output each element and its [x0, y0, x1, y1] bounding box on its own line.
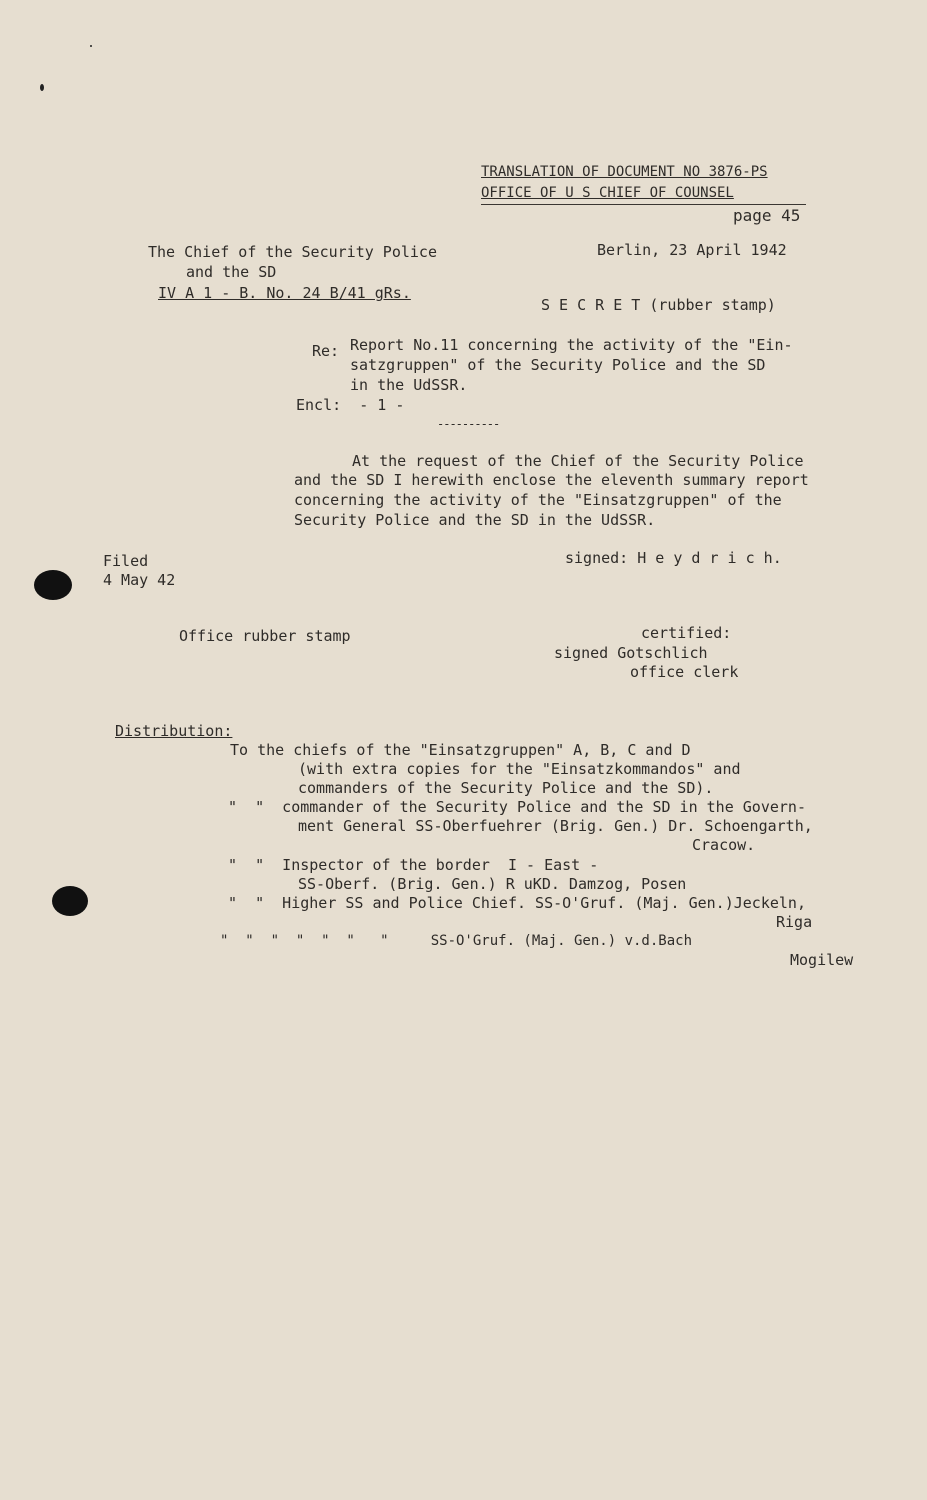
sender-reference: IV A 1 - B. No. 24 B/41 gRs. — [158, 284, 411, 302]
ink-speck — [90, 45, 92, 47]
office-line: OFFICE OF U S CHIEF OF COUNSEL — [481, 185, 734, 201]
re-label: Re: — [312, 342, 340, 360]
certified-label: certified: — [641, 624, 732, 642]
certified-signed: signed Gotschlich — [554, 644, 708, 662]
page-number: page 45 — [733, 206, 801, 225]
ink-speck — [40, 84, 44, 91]
distribution-line: Mogilew — [790, 951, 854, 969]
header-rule — [481, 204, 806, 205]
certified-title: office clerk — [630, 663, 739, 681]
translation-line: TRANSLATION OF DOCUMENT NO 3876-PS — [481, 164, 768, 180]
distribution-line: commanders of the Security Police and the SD). — [298, 779, 714, 797]
punch-hole-bottom — [52, 886, 88, 916]
subject-line-3: in the UdSSR. — [350, 376, 468, 394]
punch-hole-top — [34, 570, 72, 600]
distribution-line: (with extra copies for the "Einsatzkommandos" and — [298, 760, 741, 778]
distribution-line: " " " " " " " SS-O'Gruf. (Maj. Gen.) v.d.Bach — [220, 933, 693, 949]
body-line-4: Security Police and the SD in the UdSSR. — [294, 511, 656, 529]
body-line-2: and the SD I herewith enclose the eleventh summary report — [294, 471, 809, 489]
distribution-line: SS-Oberf. (Brig. Gen.) R uKD. Damzog, Posen — [298, 875, 687, 893]
classification: S E C R E T (rubber stamp) — [541, 296, 776, 314]
distribution-line: ment General SS-Oberfuehrer (Brig. Gen.) Dr. Schoengarth, — [298, 817, 813, 835]
office-rubber-stamp: Office rubber stamp — [179, 627, 351, 645]
body-line-1: At the request of the Chief of the Security Police — [352, 452, 804, 470]
body-line-3: concerning the activity of the "Einsatzgruppen" of the — [294, 491, 782, 509]
enclosure: Encl: - 1 - — [296, 396, 405, 414]
distribution-line: " " Higher SS and Police Chief. SS-O'Gruf. (Maj. Gen.)Jeckeln, — [228, 894, 806, 912]
signature: signed: H e y d r i c h. — [565, 549, 782, 567]
filed-label: Filed — [103, 552, 149, 570]
distribution-line: To the chiefs of the "Einsatzgruppen" A, B, C and D — [230, 741, 691, 759]
distribution-line: " " commander of the Security Police and the SD in the Govern- — [228, 798, 806, 816]
distribution-line: Riga — [776, 913, 813, 931]
separator-rule: ---------- — [437, 417, 500, 431]
subject-line-2: satzgruppen" of the Security Police and the SD — [350, 356, 766, 374]
distribution-line: " " Inspector of the border I - East - — [228, 856, 599, 874]
filed-date: 4 May 42 — [103, 571, 176, 589]
distribution-heading: Distribution: — [115, 722, 233, 740]
sender-line-2: and the SD — [186, 263, 277, 281]
place-date: Berlin, 23 April 1942 — [597, 241, 787, 259]
distribution-line: Cracow. — [692, 836, 756, 854]
sender-line-1: The Chief of the Security Police — [148, 243, 437, 261]
subject-line-1: Report No.11 concerning the activity of the "Ein- — [350, 336, 793, 354]
